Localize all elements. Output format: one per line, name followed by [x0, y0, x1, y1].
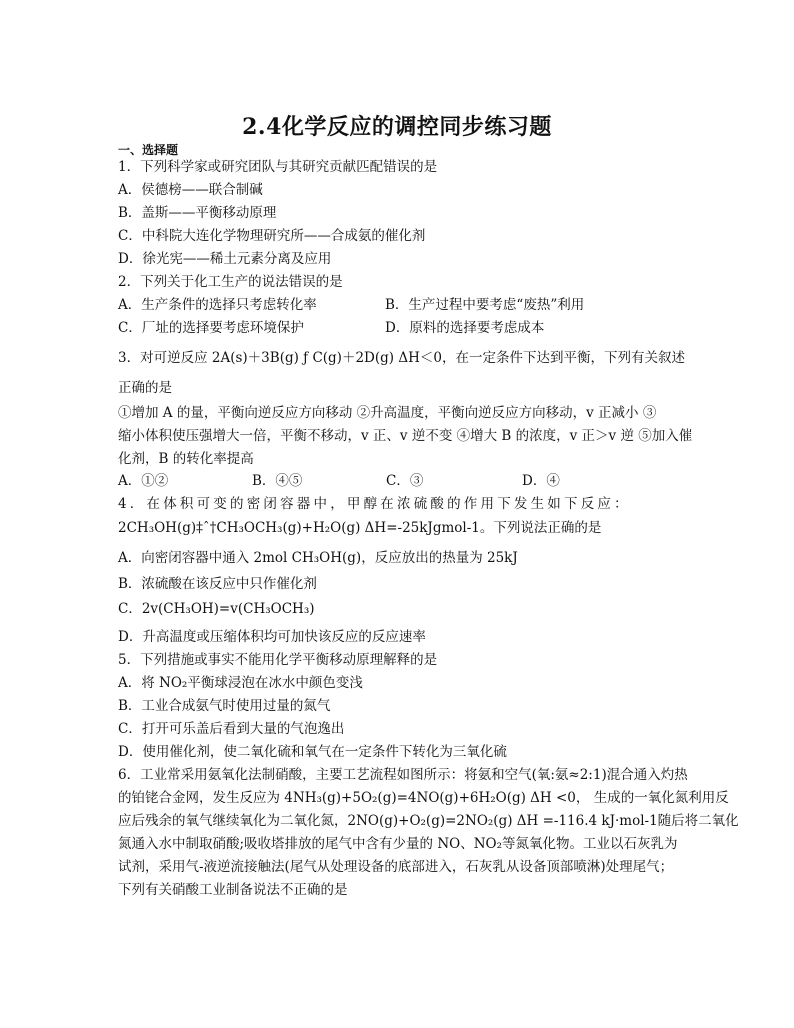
question-3-option-d: D．④ [522, 473, 560, 489]
question-3-statement-line-1: ①增加 A 的量，平衡向逆反应方向移动 ②升高温度，平衡向逆反应方向移动，v 正减小 ③ [118, 405, 657, 421]
question-6-line-3: 应后残余的氧气继续氧化为二氧化氮，2NO(g)+O₂(g)=2NO₂(g) ΔH =-116.4 kJ·mol-1随后将二氧化 [118, 813, 739, 829]
page-title: 2.4化学反应的调控同步练习题 [242, 114, 552, 140]
question-3-statement-line-3: 化剂，B 的转化率提高 [118, 451, 254, 467]
question-1-option-c: C．中科院大连化学物理研究所——合成氨的催化剂 [118, 228, 426, 244]
question-4-option-b: B．浓硫酸在该反应中只作催化剂 [118, 576, 317, 592]
question-2-option-c: C．厂址的选择要考虑环境保护 [118, 320, 304, 336]
question-5-stem: 5．下列措施或事实不能用化学平衡移动原理解释的是 [118, 652, 438, 668]
question-3-stem-cont: 正确的是 [118, 380, 172, 396]
question-6-line-1: 6．工业常采用氨氧化法制硝酸，主要工艺流程如图所示：将氨和空气(氧:氨≈2:1)混合通入灼热 [118, 767, 688, 783]
question-2-stem: 2．下列关于化工生产的说法错误的是 [118, 274, 343, 290]
question-3-option-b: B．④⑤ [252, 473, 303, 489]
question-6-line-6: 下列有关硝酸工业制备说法不正确的是 [118, 882, 348, 898]
question-4-option-c: C．2v(CH₃OH)=v(CH₃OCH₃) [118, 601, 315, 617]
question-5-option-c: C．打开可乐盖后看到大量的气泡逸出 [118, 721, 345, 737]
question-6-line-2: 的铂铑合金网，发生反应为 4NH₃(g)+5O₂(g)=4NO(g)+6H₂O(g) ΔH <0， 生成的一氧化氮利用反 [118, 790, 729, 806]
question-1-option-b: B．盖斯——平衡移动原理 [118, 205, 277, 221]
question-1-option-a: A．侯德榜——联合制碱 [118, 182, 263, 198]
question-4-option-d: D．升高温度或压缩体积均可加快该反应的反应速率 [118, 629, 426, 645]
question-4-option-a: A．向密闭容器中通入 2mol CH₃OH(g)，反应放出的热量为 25kJ [118, 550, 518, 566]
question-2-option-d: D．原料的选择要考虑成本 [385, 320, 545, 336]
question-2-option-a: A．生产条件的选择只考虑转化率 [118, 297, 317, 313]
question-5-option-d: D．使用催化剂，使二氧化硫和氧气在一定条件下转化为三氧化硫 [118, 744, 507, 760]
question-2-option-b: B．生产过程中要考虑“废热”利用 [385, 297, 585, 313]
question-4-equation: 2CH₃OH(g)‡ˆ†CH₃OCH₃(g)+H₂O(g) ΔH=-25kJgmol-1。下列说法正确的是 [118, 520, 602, 536]
question-1-option-d: D．徐光宪——稀土元素分离及应用 [118, 251, 332, 267]
question-5-option-b: B．工业合成氨气时使用过量的氮气 [118, 698, 331, 714]
question-3-option-a: A．①② [118, 473, 169, 489]
question-4-stem: 4．在体积可变的密闭容器中，甲醇在浓硫酸的作用下发生如下反应： [118, 496, 631, 512]
question-5-option-a: A．将 NO₂平衡球浸泡在冰水中颜色变浅 [118, 675, 363, 691]
question-6-line-5: 试剂，采用气-液逆流接触法(尾气从处理设备的底部进入，石灰乳从设备顶部喷淋)处理尾气； [118, 859, 674, 875]
section-heading: 一、选择题 [118, 143, 179, 157]
question-6-line-4: 氮通入水中制取硝酸;吸收塔排放的尾气中含有少量的 NO、NO₂等氮氧化物。工业以石灰乳为 [118, 836, 678, 852]
question-3-statement-line-2: 缩小体积使压强增大一倍，平衡不移动，v 正、v 逆不变 ④增大 B 的浓度，v 正＞v 逆 ⑤加入催 [118, 428, 693, 444]
question-3-stem: 3．对可逆反应 2A(s)＋3B(g) ƒ C(g)＋2D(g) ΔH＜0，在一定条件下达到平衡，下列有关叙述 [118, 350, 685, 366]
question-3-option-c: C．③ [386, 473, 424, 489]
question-1-stem: 1．下列科学家或研究团队与其研究贡献匹配错误的是 [118, 159, 438, 175]
